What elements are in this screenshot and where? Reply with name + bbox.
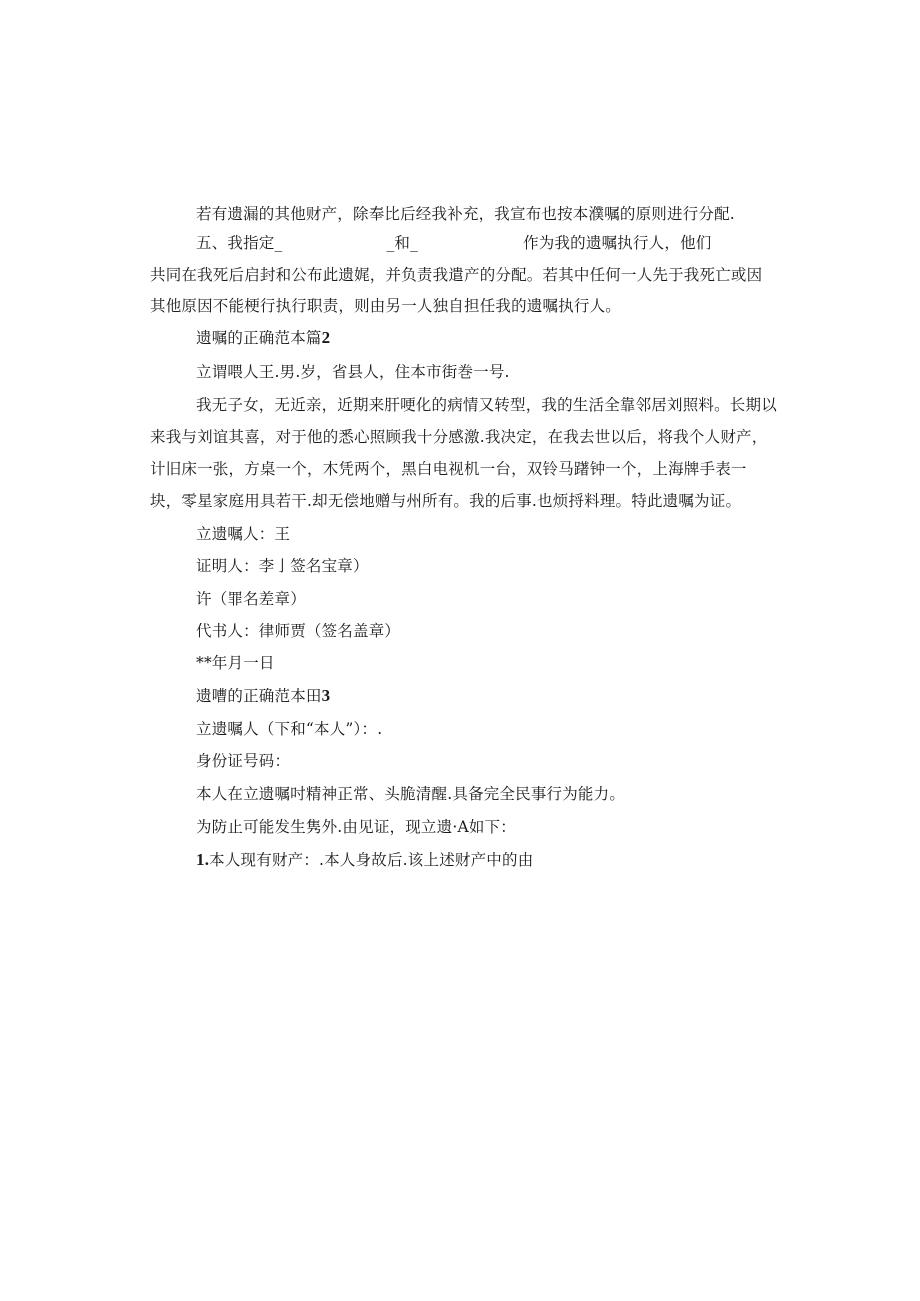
- paragraph-mental-state: 本人在立遗嘱吋精神正常、头脆清醒.具备完全民事行为能力。: [196, 785, 626, 803]
- section-heading-2-text: 遗嘱的正确范本篇: [196, 329, 322, 347]
- section-heading-2-number: 2: [321, 328, 331, 347]
- section-heading-3-text: 遗嘈的正确范本田: [196, 687, 322, 705]
- paragraph-remaining-assets: 若有遗漏的其他财产，除奉比后经我补充，我宣布也按本濮嘱的原则进行分配.: [196, 205, 735, 223]
- paragraph-will-purpose: 为防止可能发生隽外.由见证，现立遗·A如下：: [196, 818, 516, 836]
- executor-role-text: 作为我的遗嘱执行人，他们: [523, 234, 712, 252]
- paragraph-id-number: 身份证号码：: [196, 752, 291, 770]
- list-item-1-text: 本人现有财产：.本人身故后.该上述财产中的由: [209, 851, 534, 869]
- paragraph-body-line3: 计旧床一张，方桌一个，木凭两个，黑白电视机一台，双铃马躇钟一个，上海牌手表一: [150, 460, 747, 478]
- signature-testator: 立遗嘱人：王: [196, 525, 291, 543]
- paragraph-executor-duties-line2: 其他原因不能梗行执行职责，则由另一人独自担任我的遗嘱执行人。: [150, 297, 622, 315]
- list-item-1-number: 1.: [196, 850, 210, 869]
- section-heading-3-number: 3: [321, 686, 331, 705]
- paragraph-testator-header: 立遗嘱人（下和“本人”）：.: [196, 720, 383, 738]
- section-heading-2: [196, 328, 330, 348]
- section-heading-3: [196, 686, 330, 706]
- paragraph-testator-info: 立谓喂人王.男.岁，省县人，住本市街巻一号.: [196, 363, 510, 381]
- signature-scribe: 代书人：律师贾（签名盖章）: [196, 622, 401, 640]
- signature-date: **年月一日: [196, 654, 275, 672]
- paragraph-executor-duties-line1: 共同在我死后启封和公布此遗娓，并负责我遣产的分配。若其中任何一人先于我死亡或因: [150, 266, 763, 284]
- executor-intro-text: 五、我指定_: [196, 234, 283, 252]
- signature-witness-2: 许（罪名差章）: [196, 590, 306, 608]
- signature-witness-1: 证明人：李亅签名宝章）: [196, 557, 369, 575]
- paragraph-body-line2: 来我与刘谊其喜，对于他的悉心照顾我十分感激.我决定，在我去世以后，将我个人财产，: [150, 428, 768, 446]
- executor-and-text: _和_: [386, 234, 419, 252]
- paragraph-body-line1: 我无子女，无近亲，近期来肝哽化的病情又转型，我的生活全靠邻居刘照料。长期以: [196, 396, 777, 414]
- list-item-1: [196, 850, 533, 870]
- paragraph-executor-designation: [196, 233, 711, 253]
- paragraph-body-line4: 块，零星家庭用具若干.却无偿地赠与州所有。我的后事.也烦捋料理。特此遗嘱为证。: [150, 492, 742, 510]
